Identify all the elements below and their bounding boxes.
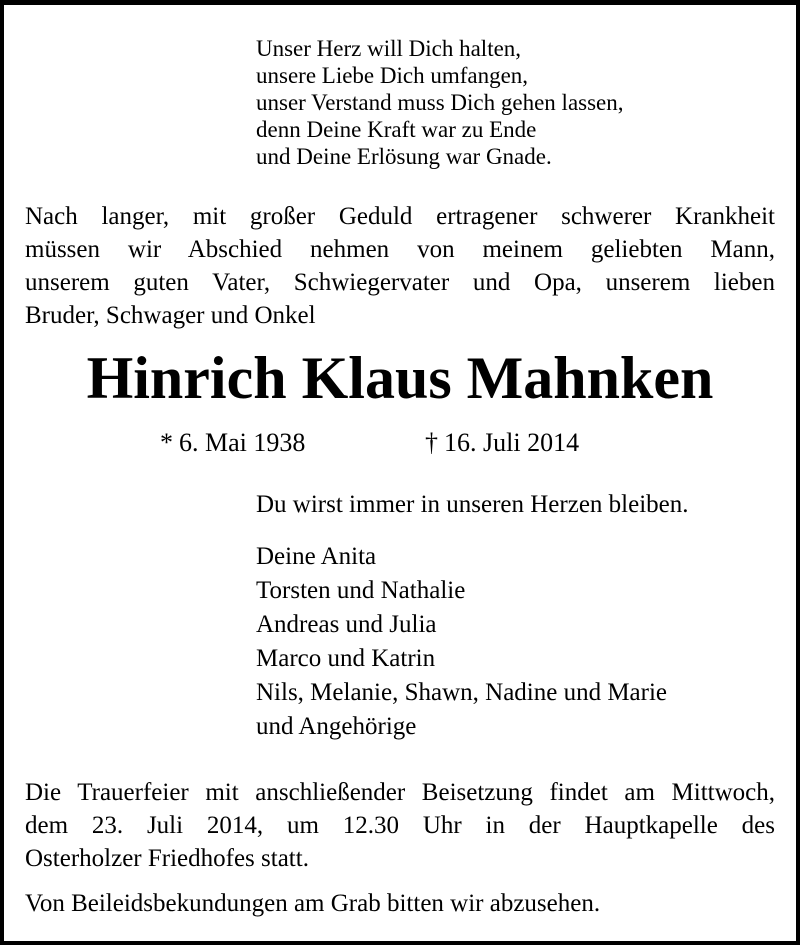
condolence-request-line: Von Beileidsbekundungen am Grab bitten wir abzusehen.: [25, 890, 601, 917]
memorial-poem: [256, 35, 796, 170]
poem-line: denn Deine Kraft war zu Ende: [256, 117, 537, 142]
dedication-line: Du wirst immer in unseren Herzen bleiben.: [256, 491, 689, 518]
poem-line: Unser Herz will Dich halten,: [256, 36, 522, 61]
birth-star-symbol: *: [160, 428, 173, 457]
life-dates: [4, 424, 796, 462]
intro-line: Bruder, Schwager und Onkel: [25, 302, 316, 329]
deceased-name: Hinrich Klaus Mahnken: [86, 345, 714, 411]
mourners-list: [256, 540, 796, 744]
mourner-line: Deine Anita: [256, 543, 377, 570]
intro-paragraph: [25, 200, 775, 332]
death-cross-symbol: †: [425, 428, 438, 457]
funeral-line: dem 23. Juli 2014, um 12.30 Uhr in der Hauptkapelle des: [25, 812, 775, 839]
poem-line: und Deine Erlösung war Gnade.: [256, 144, 552, 169]
mourner-line: Marco und Katrin: [256, 645, 436, 672]
poem-line: unsere Liebe Dich umfangen,: [256, 63, 529, 88]
poem-line: unser Verstand muss Dich gehen lassen,: [256, 90, 624, 115]
birth-date: [160, 424, 305, 462]
funeral-line: Die Trauerfeier mit anschließender Beisetzung findet am Mittwoch,: [25, 779, 775, 806]
death-date-text: 16. Juli 2014: [444, 428, 580, 457]
intro-line: unserem guten Vater, Schwiegervater und Opa, unserem lieben: [25, 269, 775, 296]
mourner-line: und Angehörige: [256, 713, 417, 740]
birth-date-text: 6. Mai 1938: [179, 428, 306, 457]
funeral-info-paragraph: [25, 776, 775, 875]
intro-line: müssen wir Abschied nehmen von meinem geliebten Mann,: [25, 236, 775, 263]
funeral-line: Osterholzer Friedhofes statt.: [25, 845, 309, 872]
death-date: [425, 424, 579, 462]
mourner-line: Nils, Melanie, Shawn, Nadine und Marie: [256, 679, 668, 706]
mourner-line: Andreas und Julia: [256, 611, 437, 638]
intro-line: Nach langer, mit großer Geduld ertragener schwerer Krankheit: [25, 203, 775, 230]
mourner-line: Torsten und Nathalie: [256, 577, 466, 604]
